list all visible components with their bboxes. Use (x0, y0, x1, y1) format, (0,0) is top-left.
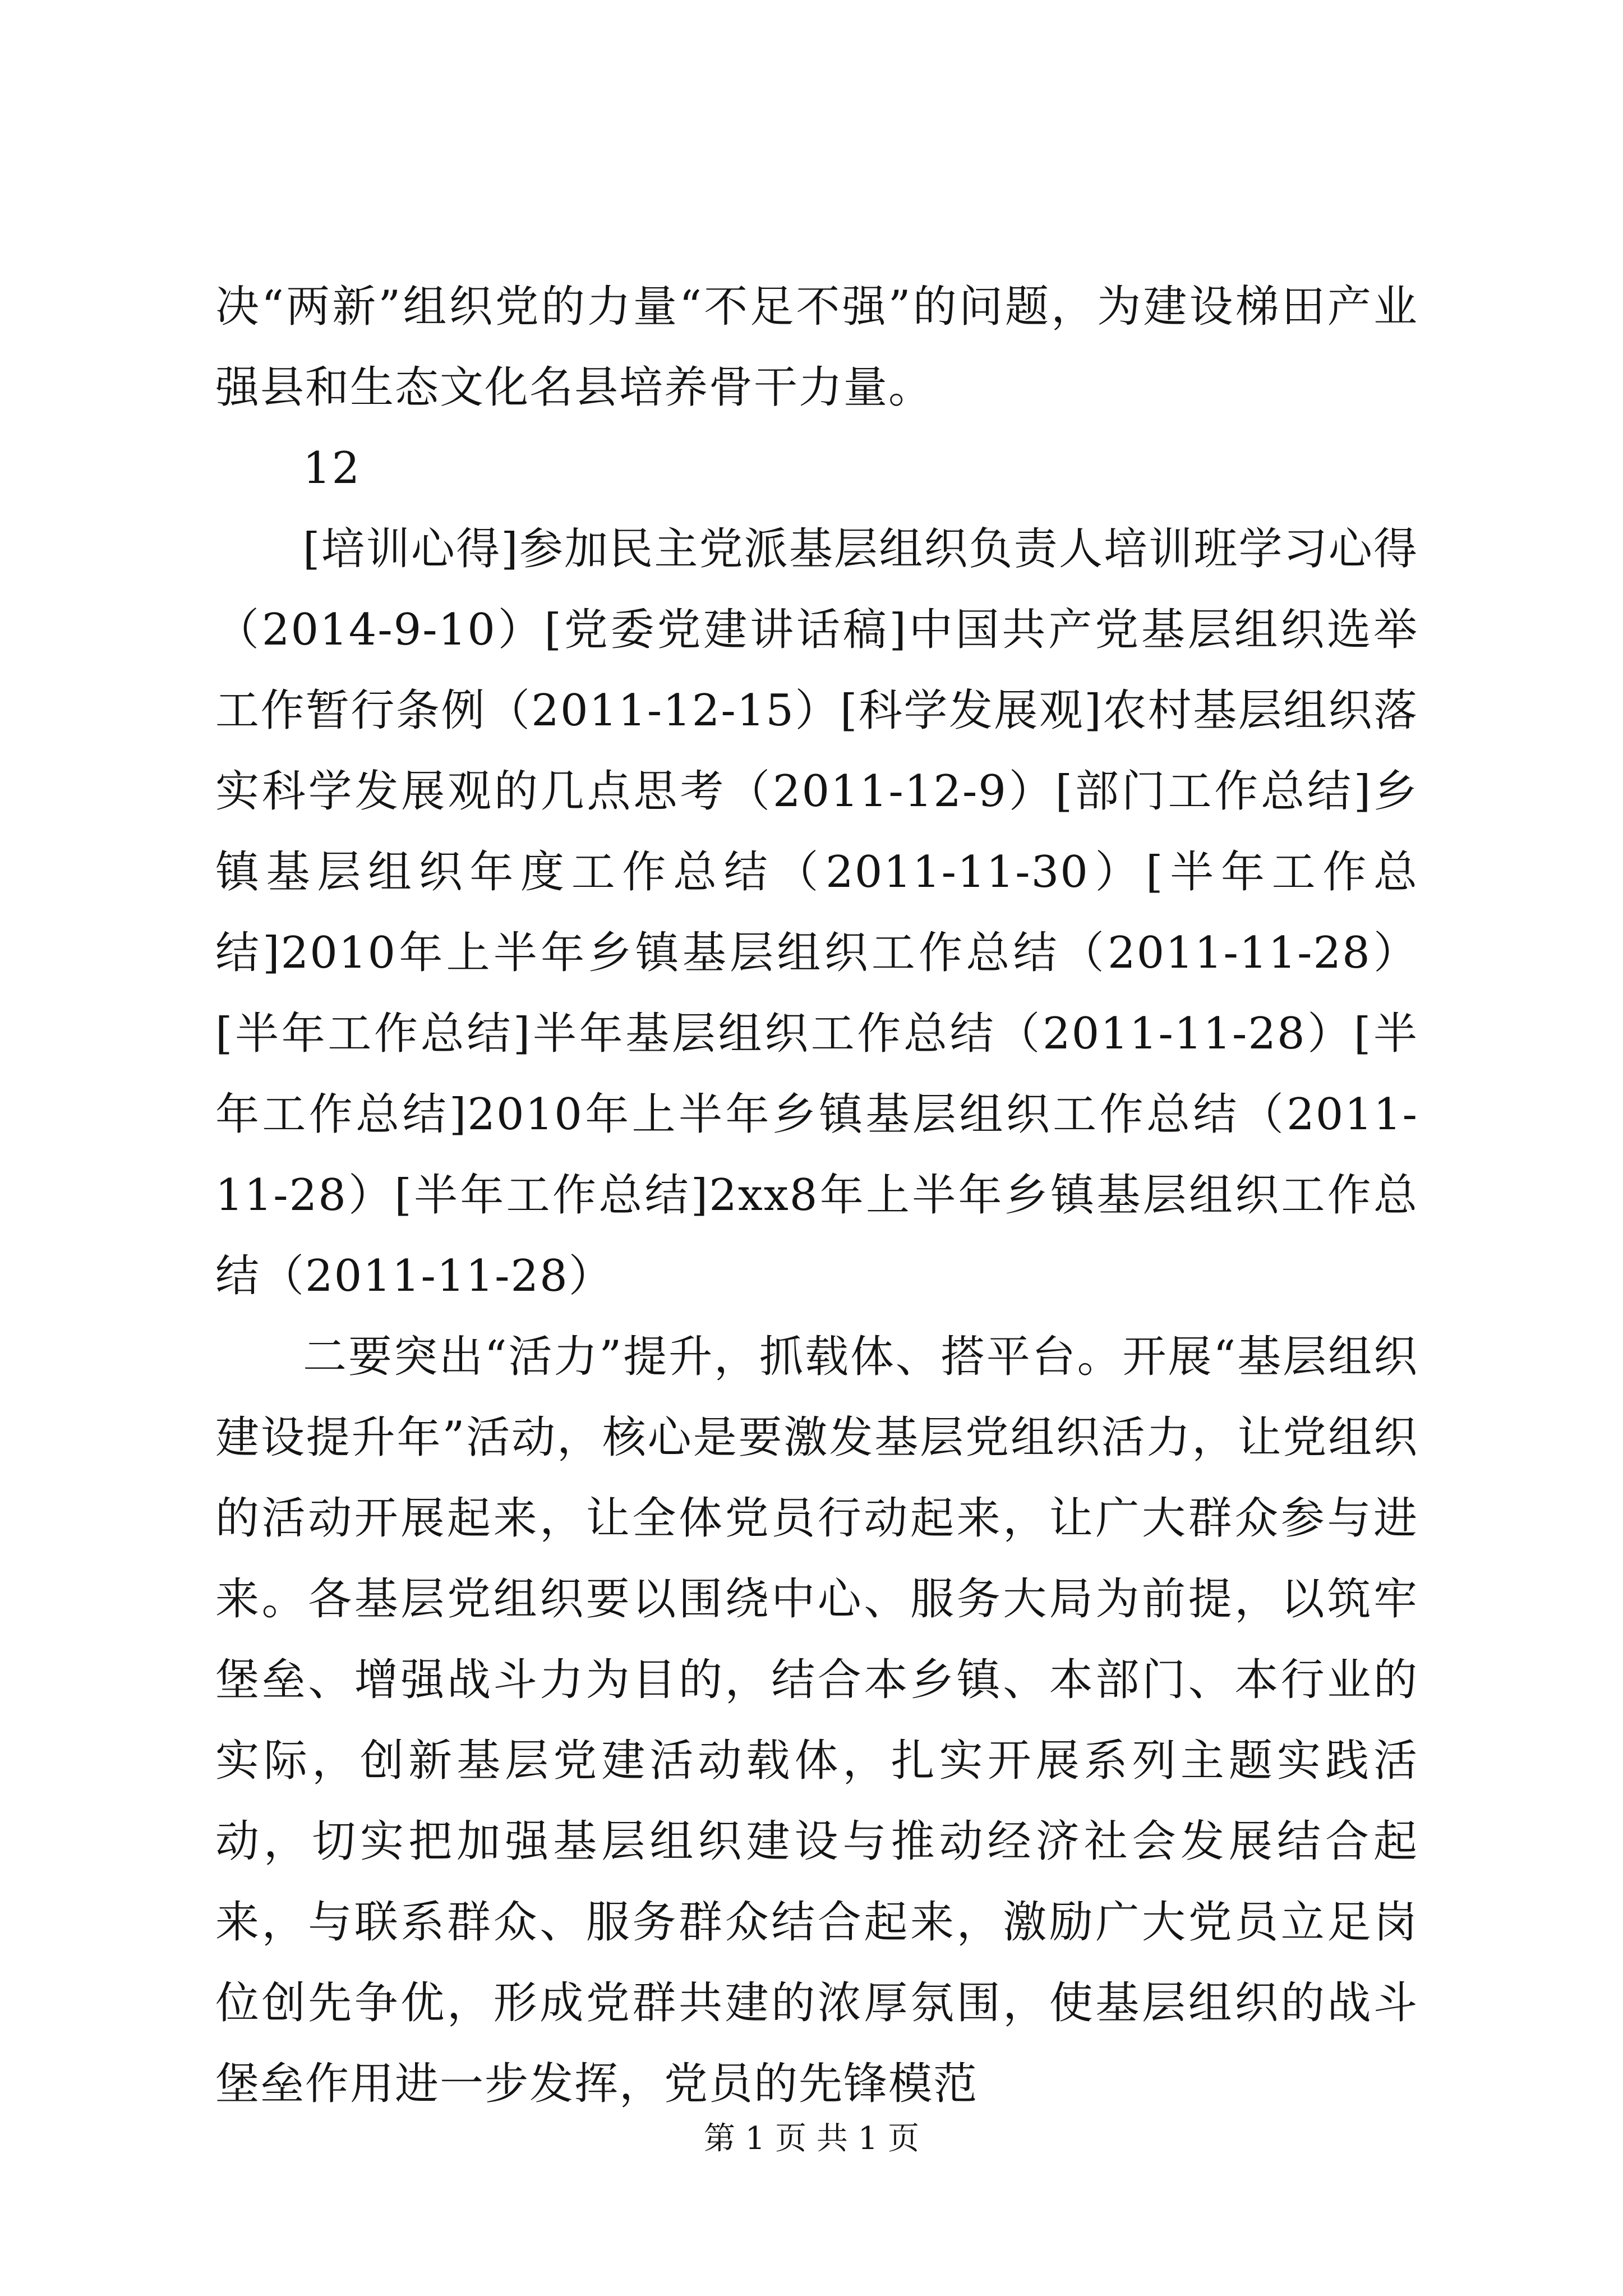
paragraph-continuation: 决“两新”组织党的力量“不足不强”的问题，为建设梯田产业强县和生态文化名县培养骨干力量。 (215, 282, 1418, 413)
document-body (215, 266, 1418, 2124)
page-number-footer: 第 1 页 共 1 页 (703, 2120, 920, 2157)
paragraph-related-links: [培训心得]参加民主党派基层组织负责人培训班学习心得（2014-9-10）[党委党建讲话稿]中国共产党基层组织选举工作暂行条例（2011-12-15）[科学发展观]农村基层组织落实科学发展观的几点思考（2011-12-9）[部门工作总结]乡镇基层组织年度工作总结（2011-11-30）[半年工作总结]2010年上半年乡镇基层组织工作总结（2011-11-28）[半年工作总结]半年基层组织工作总结（2011-11-28）[半年工作总结]2010年上半年乡镇基层组织工作总结（2011-11-28）[半年工作总结]2xx8年上半年乡镇基层组织工作总结（2011-11-28） (215, 524, 1418, 1301)
paragraph-main: 二要突出“活力”提升，抓载体、搭平台。开展“基层组织建设提升年”活动，核心是要激发基层党组织活力，让党组织的活动开展起来，让全体党员行动起来，让广大群众参与进来。各基层党组织要以围绕中心、服务大局为前提，以筑牢堡垒、增强战斗力为目的，结合本乡镇、本部门、本行业的实际，创新基层党建活动载体，扎实开展系列主题实践活动，切实把加强基层组织建设与推动经济社会发展结合起来，与联系群众、服务群众结合起来，激励广大党员立足岗位创先争优，形成党群共建的浓厚氛围，使基层组织的战斗堡垒作用进一步发挥，党员的先锋模范 (215, 1332, 1418, 2109)
paragraph-number: 12 (303, 443, 361, 494)
